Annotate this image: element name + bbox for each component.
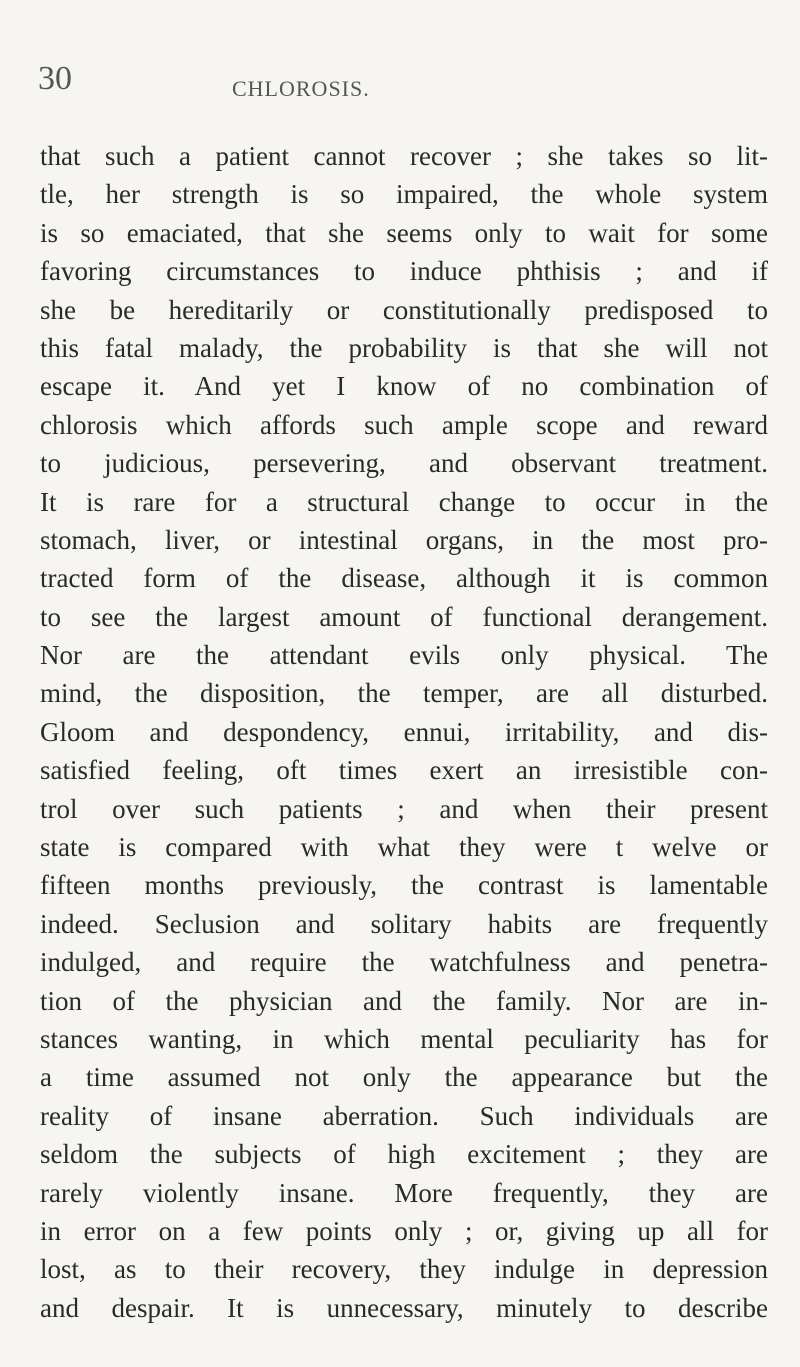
text-line: a time assumed not only the appearance but the bbox=[40, 1062, 768, 1093]
text-line: is so emaciated, that she seems only to wait for some bbox=[40, 217, 768, 248]
text-line: stances wanting, in which mental peculiarity has for bbox=[40, 1023, 768, 1054]
text-line: fifteen months previously, the contrast is lamentable bbox=[40, 870, 768, 901]
text-line: trol over such patients ; and when their present bbox=[40, 793, 768, 824]
text-line: mind, the disposition, the temper, are all disturbed. bbox=[40, 678, 768, 709]
text-line: to judicious, persevering, and observant treatment. bbox=[40, 448, 768, 479]
text-line: satisfied feeling, oft times exert an irresistible con- bbox=[40, 755, 768, 786]
text-line: escape it. And yet I know of no combination of bbox=[40, 371, 768, 402]
text-line: chlorosis which affords such ample scope and reward bbox=[40, 409, 768, 440]
text-line: she be hereditarily or constitutionally predisposed to bbox=[40, 294, 768, 325]
running-head: CHLOROSIS. bbox=[232, 76, 370, 101]
text-line: tle, her strength is so impaired, the whole system bbox=[40, 179, 768, 210]
text-line: seldom the subjects of high excitement ; they are bbox=[40, 1139, 768, 1170]
text-line: favoring circumstances to induce phthisis ; and if bbox=[40, 256, 768, 287]
text-line: stomach, liver, or intestinal organs, in the most pro- bbox=[40, 524, 768, 555]
text-line: indulged, and require the watchfulness and penetra- bbox=[40, 947, 768, 978]
text-line: indeed. Seclusion and solitary habits are frequently bbox=[40, 908, 768, 939]
text-line: to see the largest amount of functional derangement. bbox=[40, 601, 768, 632]
text-line: tion of the physician and the family. Nor are in- bbox=[40, 985, 768, 1016]
text-line: Gloom and despondency, ennui, irritability, and dis- bbox=[40, 716, 768, 747]
text-line: lost, as to their recovery, they indulge in depression bbox=[40, 1254, 768, 1285]
body-text bbox=[40, 137, 768, 1327]
text-line: It is rare for a structural change to occur in the bbox=[40, 486, 768, 517]
text-line: state is compared with what they were t welve or bbox=[40, 832, 768, 863]
text-line: Nor are the attendant evils only physical. The bbox=[40, 640, 768, 671]
text-line: tracted form of the disease, although it is common bbox=[40, 563, 768, 594]
text-line: in error on a few points only ; or, giving up all for bbox=[40, 1215, 768, 1246]
text-line: rarely violently insane. More frequently, they are bbox=[40, 1177, 768, 1208]
text-line: that such a patient cannot recover ; she takes so lit- bbox=[40, 141, 768, 171]
text-line: this fatal malady, the probability is that she will not bbox=[40, 332, 768, 363]
page-number: 30 bbox=[38, 60, 72, 97]
text-line: and despair. It is unnecessary, minutely to describe bbox=[40, 1292, 768, 1323]
text-line: reality of insane aberration. Such individuals are bbox=[40, 1100, 768, 1131]
